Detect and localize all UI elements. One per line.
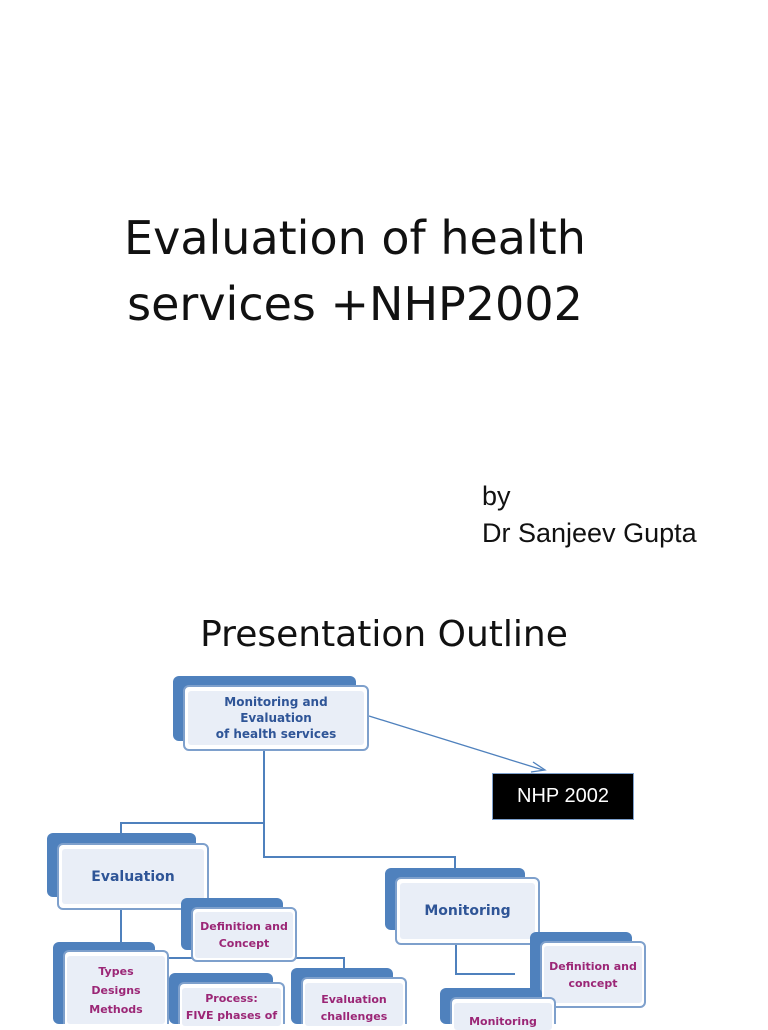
- title-line-2: services +NHP2002: [127, 277, 583, 331]
- monitoring-label: Monitoring: [400, 883, 535, 939]
- connector-eval-horizontal: [120, 822, 265, 824]
- connector-mon-horizontal: [263, 856, 456, 858]
- root-label-line-1: Monitoring and Evaluation: [224, 695, 328, 725]
- byline: [482, 478, 697, 552]
- arrow-to-nhp: [365, 712, 555, 776]
- process-line-1: Process:: [205, 992, 258, 1005]
- connector-mon-bus: [455, 973, 515, 975]
- evaluation-label: Evaluation: [62, 849, 204, 904]
- title-line-1: Evaluation of health: [124, 211, 586, 265]
- process-box: [178, 982, 285, 1024]
- mon-definition-box: [540, 941, 646, 1008]
- eval-definition-line-2: Concept: [218, 936, 270, 950]
- connector-mon-children: [455, 945, 457, 975]
- slide-title: [60, 205, 650, 337]
- root-label-line-2: of health services: [215, 727, 337, 741]
- types-line-1: Types: [98, 964, 134, 978]
- monitoring-box: [395, 877, 540, 945]
- process-line-2: FIVE phases of: [185, 1009, 278, 1022]
- eval-definition-box: [191, 907, 297, 962]
- mon-definition-line-2: concept: [568, 976, 618, 990]
- eval-definition-line-1: Definition and: [200, 919, 288, 933]
- nhp-box: NHP 2002: [492, 773, 634, 820]
- connector-root-down: [263, 750, 265, 858]
- challenges-line-1: Evaluation: [321, 992, 387, 1006]
- outline-title: Presentation Outline: [200, 614, 568, 655]
- challenges-box: [301, 977, 407, 1024]
- types-box: [63, 950, 169, 1024]
- challenges-line-2: challenges: [320, 1009, 388, 1023]
- mon-child-box: [450, 997, 556, 1028]
- mon-child-label: Monitoring: [454, 1003, 552, 1030]
- types-line-2: Designs: [91, 983, 141, 997]
- mon-definition-line-1: Definition and: [549, 959, 637, 973]
- by-label: by: [482, 481, 511, 511]
- types-line-3: Methods: [89, 1002, 143, 1016]
- author-name: Dr Sanjeev Gupta: [482, 518, 697, 548]
- root-box: [183, 685, 369, 751]
